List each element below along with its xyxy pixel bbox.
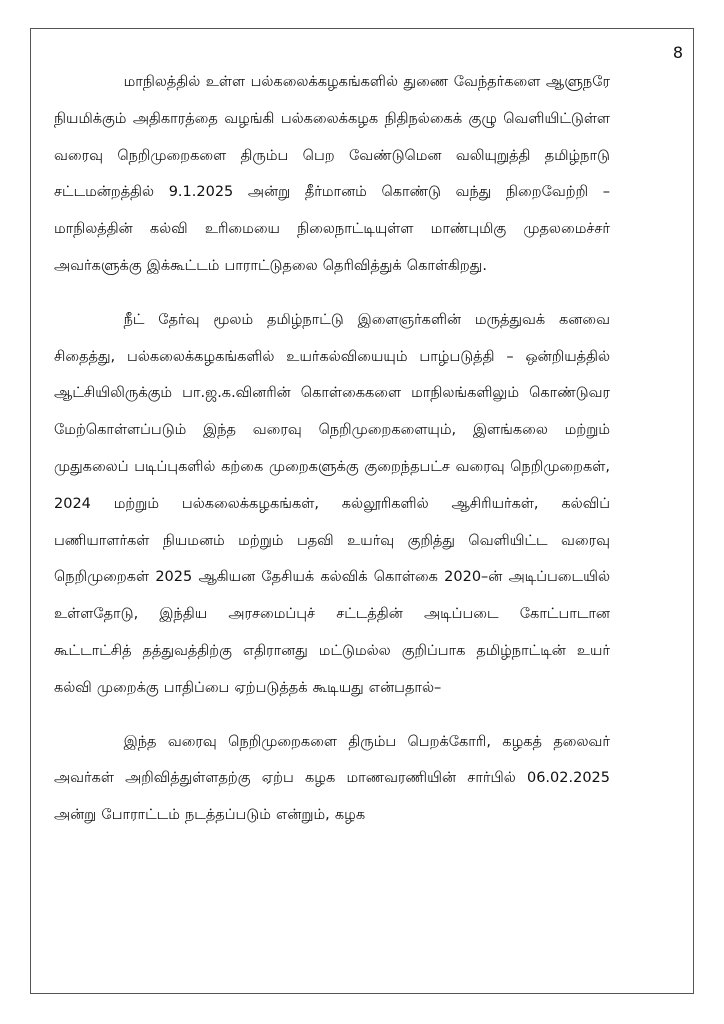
paragraph-resolution-appreciation: மாநிலத்தில் உள்ள பல்கலைக்கழகங்களில் துணை வேந்தர்களை ஆளுநரே நியமிக்கும் அதிகாரத்தை வழங்கி பல்கலைக்கழக நிதிநல்கைக் குழு வெளியிட்டுள்ள வரைவு நெறிமுறைகளை திரும்ப பெற வேண்டுமென வலியுறுத்தி தமிழ்நாடு சட்டமன்றத்தில் 9.1.2025 அன்று தீர்மானம் கொண்டு வந்து நிறைவேற்றி – மாநிலத்தின் கல்வி உரிமையை நிலைநாட்டியுள்ள மாண்புமிகு முதலமைச்சர் அவர்களுக்கு இக்கூட்டம் பாராட்டுதலை தெரிவித்துக் கொள்கிறது. xyxy=(54,74,610,274)
paragraph-protest-announcement: இந்த வரைவு நெறிமுறைகளை திரும்ப பெறக்கோரி, கழகத் தலைவர் அவர்கள் அறிவித்துள்ளதற்கு ஏற்ப கழக மாணவரணியின் சார்பில் 06.02.2025 அன்று போராட்டம் நடத்தப்படும் என்றும், கழக xyxy=(54,733,610,824)
document-body xyxy=(54,64,610,834)
page-number: 8 xyxy=(672,43,683,62)
paragraph-draft-regulations-objection: நீட் தேர்வு மூலம் தமிழ்நாட்டு இளைஞர்களின் மருத்துவக் கனவை சிதைத்து, பல்கலைக்கழகங்களில் உயர்கல்வியையும் பாழ்படுத்தி – ஒன்றியத்தில் ஆட்சியிலிருக்கும் பா.ஜ.க.வினரின் கொள்கைகளை மாநிலங்களிலும் கொண்டுவர மேற்கொள்ளப்படும் இந்த வரைவு நெறிமுறைகளையும், இளங்கலை மற்றும் முதுகலைப் படிப்புகளில் கற்கை முறைகளுக்கு குறைந்தபட்ச வரைவு நெறிமுறைகள், 2024 மற்றும் பல்கலைக்கழகங்கள், கல்லூரிகளில் ஆசிரியர்கள், கல்விப் பணியாளர்கள் நியமனம் மற்றும் பதவி உயர்வு குறித்து வெளியிட்ட வரைவு நெறிமுறைகள் 2025 ஆகியன தேசியக் கல்விக் கொள்கை 2020–ன் அடிப்படையில் உள்ளதோடு, இந்திய அரசமைப்புச் சட்டத்தின் அடிப்படை கோட்பாடான கூட்டாட்சித் தத்துவத்திற்கு எதிரானது மட்டுமல்ல குறிப்பாக தமிழ்நாட்டின் உயர் கல்வி முறைக்கு பாதிப்பை ஏற்படுத்தக் கூடியது என்பதால்– xyxy=(54,311,610,696)
